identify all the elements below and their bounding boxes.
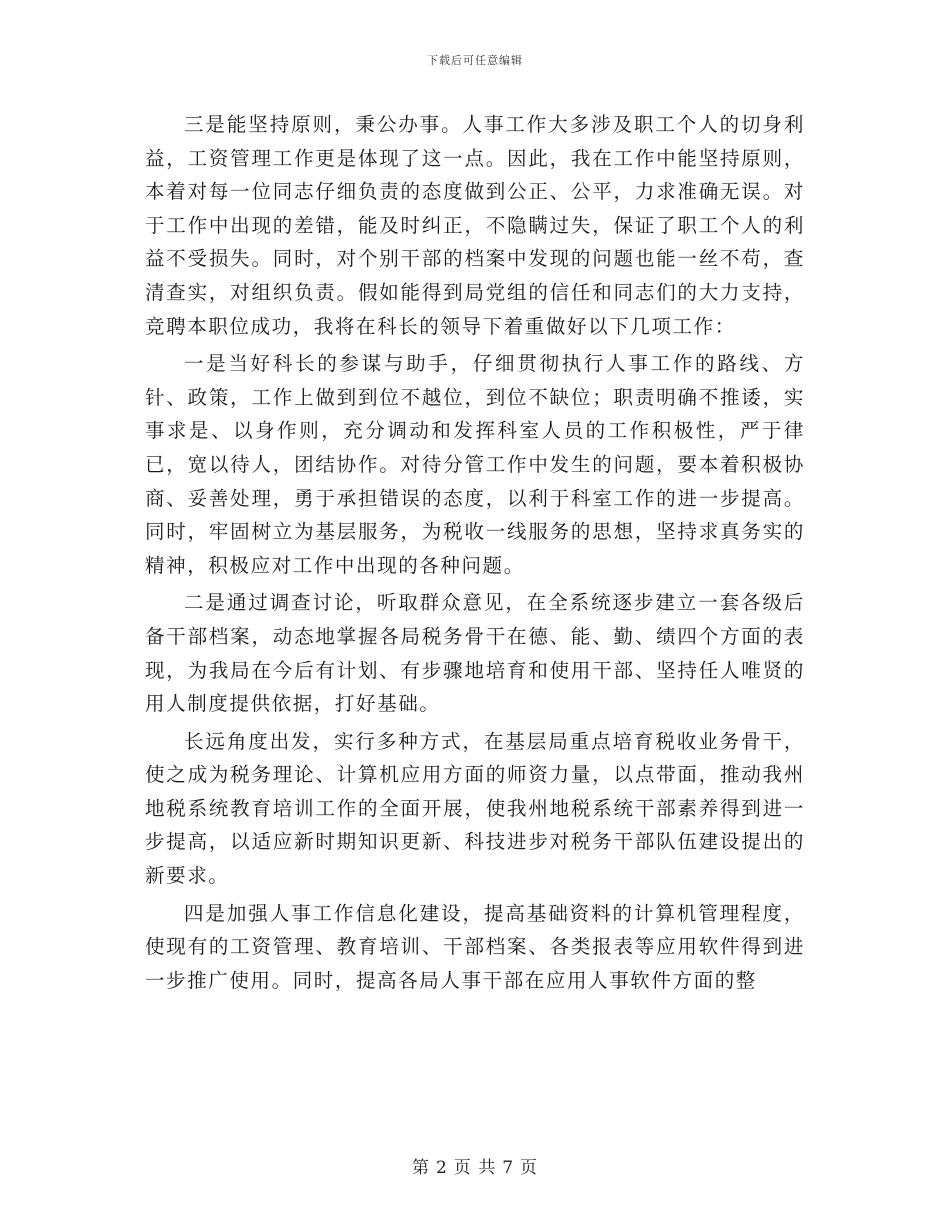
paragraph-archives: 二是通过调查讨论，听取群众意见，在全系统逐步建立一套各级后备干部档案，动态地掌握各局税务骨干在德、能、勤、绩四个方面的表现，为我局在今后有计划、有步骤地培育和使用干部、坚持任人唯贤的用人制度提供依据，打好基础。 — [145, 591, 805, 716]
footer-prefix: 第 — [411, 1158, 430, 1178]
header-note: 下载后可任意编辑 — [427, 54, 523, 67]
footer-suffix: 页 — [520, 1158, 539, 1178]
body-text — [145, 108, 805, 997]
footer-current-page: 2 — [435, 1158, 448, 1178]
footer-total-pages: 7 — [502, 1158, 515, 1178]
paragraph-assistant: 一是当好科长的参谋与助手，仔细贯彻执行人事工作的路线、方针、政策，工作上做到到位不越位，到位不缺位；职责明确不推诿，实事求是、以身作则，充分调动和发挥科室人员的工作积极性，严于律已，宽以待人，团结协作。对待分管工作中发生的问题，要本着积极协商、妥善处理，勇于承担错误的态度，以利于科室工作的进一步提高。同时，牢固树立为基层服务，为税收一线服务的思想，坚持求真务实的精神，积极应对工作中出现的各种问题。 — [145, 352, 805, 577]
footer-middle: 页 共 — [453, 1158, 497, 1178]
paragraph-training: 长远角度出发，实行多种方式，在基层局重点培育税收业务骨干，使之成为税务理论、计算机应用方面的师资力量，以点带面，推动我州地税系统教育培训工作的全面开展，使我州地税系统干部素养得到进一步提高，以适应新时期知识更新、科技进步对税务干部队伍建设提出的新要求。 — [145, 729, 805, 888]
paragraph-informatization: 四是加强人事工作信息化建设，提高基础资料的计算机管理程度，使现有的工资管理、教育培训、干部档案、各类报表等应用软件得到进一步推广使用。同时，提高各局人事干部在应用人事软件方面的整 — [145, 901, 805, 992]
paragraph-principle: 三是能坚持原则，秉公办事。人事工作大多涉及职工个人的切身利益，工资管理工作更是体现了这一点。因此，我在工作中能坚持原则，本着对每一位同志仔细负责的态度做到公正、公平，力求准确无误。对于工作中出现的差错，能及时纠正，不隐瞒过失，保证了职工个人的利益不受损失。同时，对个别干部的档案中发现的问题也能一丝不苟，查清查实，对组织负责。假如能得到局党组的信任和同志们的大力支持，竞聘本职位成功，我将在科长的领导下着重做好以下几项工作： — [145, 113, 805, 338]
page-footer — [0, 1153, 950, 1178]
